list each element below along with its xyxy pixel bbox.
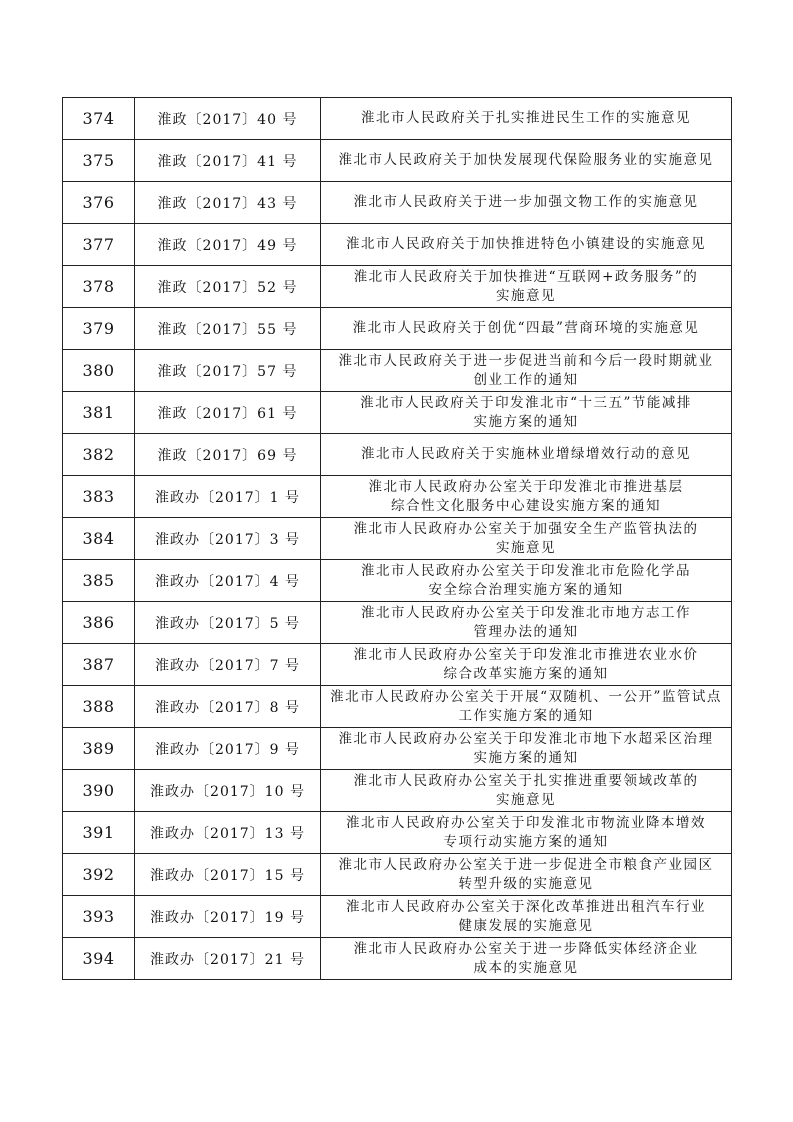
document-title-line: 工作实施方案的通知 [458, 707, 594, 724]
document-title-line: 淮北市人民政府办公室关于印发淮北市地方志工作 [361, 604, 691, 621]
row-number: 393 [63, 896, 135, 938]
document-title [321, 350, 732, 392]
document-number: 淮政〔2017〕61 号 [135, 392, 321, 434]
table-row [63, 182, 732, 224]
document-title-line: 淮北市人民政府办公室关于扎实推进重要领域改革的 [353, 772, 699, 789]
document-title-line: 实施意见 [496, 287, 556, 304]
table-row [63, 728, 732, 770]
document-title [321, 518, 732, 560]
row-number: 387 [63, 644, 135, 686]
row-number: 392 [63, 854, 135, 896]
document-title-line: 转型升级的实施意见 [458, 875, 594, 892]
document-title [321, 140, 732, 182]
document-number: 淮政〔2017〕41 号 [135, 140, 321, 182]
document-title-line: 淮北市人民政府办公室关于印发淮北市地下水超采区治理 [338, 730, 714, 747]
table-row [63, 224, 732, 266]
table-row [63, 896, 732, 938]
document-title-line: 淮北市人民政府关于实施林业增绿增效行动的意见 [361, 446, 691, 462]
table-body [63, 98, 732, 980]
document-number: 淮政办〔2017〕19 号 [135, 896, 321, 938]
table-row [63, 476, 732, 518]
row-number: 375 [63, 140, 135, 182]
table-row [63, 812, 732, 854]
document-title-line: 综合改革实施方案的通知 [443, 665, 609, 682]
row-number: 388 [63, 686, 135, 728]
document-title-line: 淮北市人民政府办公室关于印发淮北市危险化学品 [361, 562, 691, 579]
table-row [63, 560, 732, 602]
table-row [63, 434, 732, 476]
document-title [321, 938, 732, 980]
document-title-line: 淮北市人民政府关于加快推进特色小镇建设的实施意见 [346, 236, 706, 252]
document-title-line: 健康发展的实施意见 [458, 917, 594, 934]
document-title [321, 560, 732, 602]
document-number: 淮政办〔2017〕15 号 [135, 854, 321, 896]
document-number: 淮政办〔2017〕1 号 [135, 476, 321, 518]
row-number: 377 [63, 224, 135, 266]
document-title-line: 淮北市人民政府关于印发淮北市“十三五”节能减排 [360, 394, 692, 411]
table-row [63, 308, 732, 350]
document-number: 淮政办〔2017〕3 号 [135, 518, 321, 560]
row-number: 381 [63, 392, 135, 434]
document-title [321, 98, 732, 140]
table-row [63, 854, 732, 896]
document-number: 淮政〔2017〕52 号 [135, 266, 321, 308]
document-title-line: 淮北市人民政府办公室关于印发淮北市推进农业水价 [353, 646, 699, 663]
row-number: 382 [63, 434, 135, 476]
document-number: 淮政〔2017〕57 号 [135, 350, 321, 392]
document-title-line: 淮北市人民政府办公室关于印发淮北市物流业降本增效 [346, 814, 706, 831]
document-title [321, 224, 732, 266]
document-title [321, 686, 732, 728]
table-row [63, 140, 732, 182]
row-number: 379 [63, 308, 135, 350]
document-title-line: 专项行动实施方案的通知 [443, 833, 609, 850]
table-row [63, 350, 732, 392]
row-number: 385 [63, 560, 135, 602]
row-number: 380 [63, 350, 135, 392]
document-title-line: 实施意见 [496, 791, 556, 808]
document-title-line: 实施意见 [496, 539, 556, 556]
document-title-line: 淮北市人民政府办公室关于进一步促进全市粮食产业园区 [338, 856, 714, 873]
document-number: 淮政办〔2017〕21 号 [135, 938, 321, 980]
table-row [63, 644, 732, 686]
document-title-line: 实施方案的通知 [473, 749, 579, 766]
row-number: 386 [63, 602, 135, 644]
document-number: 淮政办〔2017〕7 号 [135, 644, 321, 686]
document-number: 淮政办〔2017〕4 号 [135, 560, 321, 602]
document-title-line: 淮北市人民政府办公室关于深化改革推进出租汽车行业 [346, 898, 706, 915]
document-title-line: 淮北市人民政府办公室关于开展“双随机、一公开”监管试点 [330, 688, 722, 705]
document-title-line: 淮北市人民政府办公室关于进一步降低实体经济企业 [353, 940, 699, 957]
row-number: 394 [63, 938, 135, 980]
document-title-line: 创业工作的通知 [473, 371, 579, 388]
document-number: 淮政〔2017〕49 号 [135, 224, 321, 266]
document-number: 淮政办〔2017〕10 号 [135, 770, 321, 812]
table-row [63, 98, 732, 140]
table-row [63, 392, 732, 434]
document-title [321, 728, 732, 770]
document-title-line: 淮北市人民政府关于加快推进“互联网+政务服务”的 [353, 268, 699, 285]
document-number: 淮政〔2017〕55 号 [135, 308, 321, 350]
document-title-line: 淮北市人民政府关于进一步促进当前和今后一段时期就业 [338, 352, 714, 369]
document-title [321, 854, 732, 896]
document-number: 淮政办〔2017〕9 号 [135, 728, 321, 770]
document-title-line: 淮北市人民政府关于创优“四最”营商环境的实施意见 [352, 320, 700, 336]
document-title [321, 812, 732, 854]
document-title [321, 308, 732, 350]
table-row [63, 686, 732, 728]
document-title-line: 淮北市人民政府关于加快发展现代保险服务业的实施意见 [338, 152, 714, 168]
document-number: 淮政〔2017〕69 号 [135, 434, 321, 476]
row-number: 384 [63, 518, 135, 560]
table-row [63, 938, 732, 980]
document-number: 淮政〔2017〕40 号 [135, 98, 321, 140]
document-title-line: 实施方案的通知 [473, 413, 579, 430]
row-number: 391 [63, 812, 135, 854]
document-title [321, 644, 732, 686]
table-row [63, 266, 732, 308]
table-row [63, 602, 732, 644]
document-title [321, 770, 732, 812]
document-number: 淮政办〔2017〕8 号 [135, 686, 321, 728]
row-number: 383 [63, 476, 135, 518]
document-title-line: 安全综合治理实施方案的通知 [428, 581, 624, 598]
document-title-line: 淮北市人民政府关于扎实推进民生工作的实施意见 [361, 110, 691, 126]
document-table [62, 97, 732, 980]
document-title-line: 成本的实施意见 [473, 959, 579, 976]
document-title [321, 392, 732, 434]
document-title [321, 266, 732, 308]
table-row [63, 770, 732, 812]
document-title [321, 476, 732, 518]
row-number: 390 [63, 770, 135, 812]
document-title-line: 管理办法的通知 [473, 623, 579, 640]
document-title-line: 淮北市人民政府关于进一步加强文物工作的实施意见 [353, 194, 699, 210]
document-title-line: 综合性文化服务中心建设实施方案的通知 [391, 497, 661, 514]
row-number: 376 [63, 182, 135, 224]
row-number: 378 [63, 266, 135, 308]
document-number: 淮政〔2017〕43 号 [135, 182, 321, 224]
document-title [321, 182, 732, 224]
document-number: 淮政办〔2017〕13 号 [135, 812, 321, 854]
document-title [321, 602, 732, 644]
document-number: 淮政办〔2017〕5 号 [135, 602, 321, 644]
document-title-line: 淮北市人民政府办公室关于加强安全生产监管执法的 [353, 520, 699, 537]
document-title [321, 896, 732, 938]
document-title-line: 淮北市人民政府办公室关于印发淮北市推进基层 [368, 478, 684, 495]
document-title [321, 434, 732, 476]
table-row [63, 518, 732, 560]
row-number: 389 [63, 728, 135, 770]
row-number: 374 [63, 98, 135, 140]
